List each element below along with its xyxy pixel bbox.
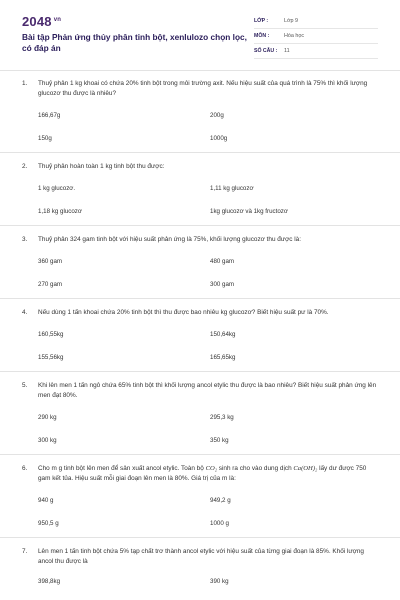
question-number: 6. — [22, 465, 28, 472]
answer-option[interactable]: 290 kg — [38, 414, 57, 421]
question-5 — [22, 381, 378, 455]
question-divider — [0, 298, 400, 299]
meta-value: Hóa học — [284, 33, 305, 39]
answer-option[interactable]: 390 kg — [210, 578, 229, 585]
question-header — [22, 79, 378, 99]
page-title: Bài tập Phản ứng thủy phân tinh bột, xenlulozo chọn lọc, có đáp án — [22, 32, 247, 53]
answer-option[interactable]: 166,67g — [38, 112, 61, 119]
meta-row-count — [254, 44, 378, 59]
answer-option[interactable]: 949,2 g — [210, 497, 231, 504]
question-header — [22, 464, 378, 484]
answer-option[interactable]: 165,65kg — [210, 354, 236, 361]
question-header — [22, 235, 378, 245]
answer-option[interactable]: 480 gam — [210, 258, 235, 265]
question-7 — [22, 547, 378, 593]
answer-option[interactable]: 1,18 kg glucozơ — [38, 208, 82, 215]
answer-option[interactable]: 360 gam — [38, 258, 63, 265]
question-number: 5. — [22, 382, 28, 389]
meta-label: LỚP : — [254, 18, 269, 24]
question-text-part: Cho m g tinh bột lên men để sản xuất ancol etylic. Toàn bộ — [38, 465, 206, 472]
question-header — [22, 162, 378, 172]
answer-option[interactable]: 270 gam — [38, 281, 63, 288]
answer-option[interactable]: 950,5 g — [38, 520, 59, 527]
question-text-part: lấy dư được 750 gam kết tủa. Hiệu suất mỗi giai đoạn lên men là 80%. Giá trị của m là: — [38, 465, 367, 482]
question-divider — [0, 454, 400, 455]
meta-label: MÔN : — [254, 33, 270, 39]
formula-caoh2: Ca(OH)₂ — [293, 465, 318, 472]
answer-option[interactable]: 160,55kg — [38, 331, 64, 338]
meta-row-class — [254, 14, 378, 29]
answer-option[interactable]: 155,56kg — [38, 354, 64, 361]
meta-value: 11 — [284, 48, 290, 54]
question-3 — [22, 235, 378, 299]
logo-text: 2048 — [22, 14, 52, 29]
question-text-part: sinh ra cho vào dung dịch — [217, 465, 294, 472]
question-text: Khi lên men 1 tấn ngô chứa 65% tinh bột thì khối lượng ancol etylic thu được là bao nhiêu? Biết hiệu suất phản ứng lên men đạt 80%. — [38, 382, 377, 399]
question-number: 4. — [22, 309, 28, 316]
question-text: Nếu dùng 1 tấn khoai chứa 20% tinh bột thì thu được bao nhiêu kg glucozơ? Biết hiệu suất pư là 70%. — [38, 309, 329, 316]
question-text: Thuỷ phân 1 kg khoai có chứa 20% tinh bột trong môi trường axit. Nếu hiệu suất của quá trình là 75% thì khối lượng glucozơ thu được là nhiêu? — [38, 80, 368, 97]
question-text: Thuỷ phân hoàn toàn 1 kg tinh bột thu được: — [38, 163, 165, 170]
answer-options — [38, 489, 378, 535]
question-divider — [0, 225, 400, 226]
answer-option[interactable]: 1000g — [210, 135, 228, 142]
answer-option[interactable]: 200g — [210, 112, 224, 119]
question-header — [22, 547, 378, 567]
answer-option[interactable]: 300 gam — [210, 281, 235, 288]
question-1 — [22, 79, 378, 153]
answer-options — [38, 177, 378, 223]
question-text — [38, 464, 378, 484]
question-divider — [0, 537, 400, 538]
answer-option[interactable]: 350 kg — [210, 437, 229, 444]
question-number: 3. — [22, 236, 28, 243]
answer-options — [38, 104, 378, 150]
question-number: 7. — [22, 548, 28, 555]
formula-co2: CO₂ — [205, 465, 218, 472]
answer-option[interactable]: 1,11 kg glucozơ — [210, 185, 254, 192]
answer-options — [38, 250, 378, 296]
answer-options — [38, 323, 378, 369]
meta-label: SỐ CÂU : — [254, 48, 278, 54]
answer-option[interactable]: 940 g — [38, 497, 54, 504]
answer-option[interactable]: 1000 g — [210, 520, 229, 527]
answer-options — [38, 570, 378, 593]
question-divider — [0, 371, 400, 372]
meta-value: Lớp 9 — [284, 18, 299, 24]
answer-option[interactable]: 150g — [38, 135, 52, 142]
meta-info — [254, 14, 378, 59]
site-logo[interactable] — [22, 14, 61, 29]
header-divider — [0, 70, 400, 71]
answer-options — [38, 406, 378, 452]
answer-option[interactable]: 300 kg — [38, 437, 57, 444]
question-2 — [22, 162, 378, 226]
question-4 — [22, 308, 378, 372]
question-header — [22, 308, 378, 318]
answer-option[interactable]: 1kg glucozơ và 1kg fructozơ — [210, 208, 288, 215]
question-number: 1. — [22, 80, 28, 87]
question-number: 2. — [22, 163, 28, 170]
answer-option[interactable]: 398,8kg — [38, 578, 61, 585]
header — [22, 14, 378, 68]
answer-option[interactable]: 150,64kg — [210, 331, 236, 338]
question-6 — [22, 464, 378, 538]
question-text: Thuỷ phân 324 gam tinh bột với hiệu suất phản ứng là 75%, khối lượng glucozơ thu được là: — [38, 236, 302, 243]
meta-row-subject — [254, 29, 378, 44]
answer-option[interactable]: 1 kg glucozơ. — [38, 185, 76, 192]
question-header — [22, 381, 378, 401]
question-divider — [0, 152, 400, 153]
logo-suffix: vn — [53, 16, 62, 23]
answer-option[interactable]: 295,3 kg — [210, 414, 234, 421]
question-text: Lên men 1 tấn tinh bột chứa 5% tạp chất trơ thành ancol etylic với hiệu suất của từng giai đoạn là 85%. Khối lượng ancol thu được là — [38, 548, 364, 565]
question-list — [22, 79, 378, 593]
